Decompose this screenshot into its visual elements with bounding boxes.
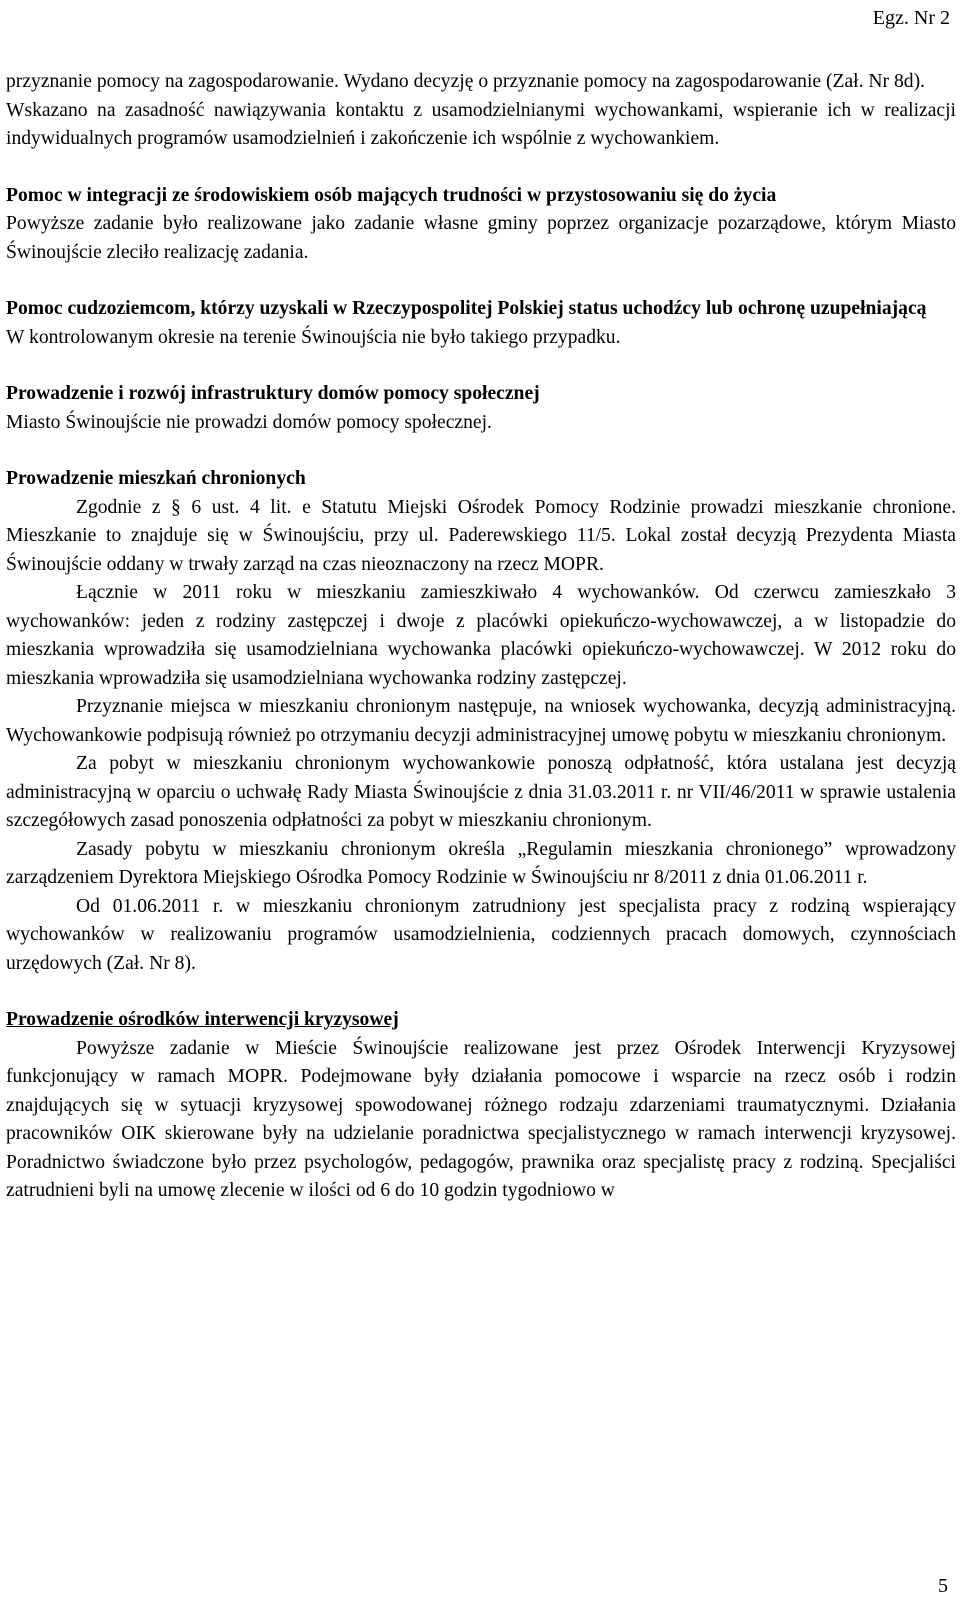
section-paragraph: Przyznanie miejsca w mieszkaniu chronionym następuje, na wniosek wychowanka, decyzją administracyjną. Wychowankowie podpisują również po otrzymaniu decyzji administracyjnej umowę pobytu w mieszkaniu chronionym.: [6, 696, 956, 746]
section-body: Powyższe zadanie w Mieście Świnoujście realizowane jest przez Ośrodek Interwencji Kryzysowej funkcjonujący w ramach MOPR. Podejmowane były działania pomocowe i wsparcie na rzecz osób i rodzin znajdujących się w sytuacji kryzysowej spowodowanej różnego rodzaju zdarzeniami traumatycznymi. Działania pracowników OIK skierowane były na udzielanie poradnictwa specjalistycznego w ramach interwencji kryzysowej. Poradnictwo świadczone było przez psychologów, pedagogów, prawnika oraz specjalistę pracy z rodziną. Specjaliści zatrudnieni byli na umowę zlecenie w ilości od 6 do 10 godzin tygodniowo w: [6, 1037, 956, 1201]
body-paragraph: przyznanie pomocy na zagospodarowanie. Wydano decyzję o przyznanie pomocy na zagospodarowanie (Zał. Nr 8d).: [6, 71, 926, 92]
page-number: 5: [938, 1575, 948, 1597]
section-paragraph: Zgodnie z § 6 ust. 4 lit. e Statutu Miejski Ośrodek Pomocy Rodzinie prowadzi mieszkanie chronione. Mieszkanie to znajduje się w Świnoujściu, przy ul. Paderewskiego 11/5. Lokal został decyzją Prezydenta Miasta Świnoujście oddany w trwały zarząd na czas nieoznaczony na rzecz MOPR.: [6, 496, 956, 575]
document-body: [6, 68, 956, 1206]
section-paragraph: Od 01.06.2011 r. w mieszkaniu chronionym zatrudniony jest specjalista pracy z rodziną wspierający wychowanków w realizowaniu programów usamodzielnienia, codziennych pracach domowych, czynnościach urzędowych (Zał. Nr 8).: [6, 895, 956, 974]
section-body: W kontrolowanym okresie na terenie Świnoujścia nie było takiego przypadku.: [6, 326, 621, 348]
section-body: Miasto Świnoujście nie prowadzi domów pomocy społecznej.: [6, 411, 492, 433]
section-heading: Prowadzenie i rozwój infrastruktury domów pomocy społecznej: [6, 383, 540, 404]
section-body: Powyższe zadanie było realizowane jako zadanie własne gminy poprzez organizacje pozarządowe, którym Miasto Świnoujście zleciło realizację zadania.: [6, 213, 956, 263]
section-paragraph: Zasady pobytu w mieszkaniu chronionym określa „Regulamin mieszkania chronionego” wprowadzony zarządzeniem Dyrektora Miejskiego Ośrodka Pomocy Rodzinie w Świnoujściu nr 8/2011 z dnia 01.06.2011 r.: [6, 838, 956, 888]
section-heading: Pomoc cudzoziemcom, którzy uzyskali w Rzeczypospolitej Polskiej status uchodźcy lub ochronę uzupełniającą: [6, 298, 927, 319]
section-heading: Prowadzenie mieszkań chronionych: [6, 468, 306, 489]
section-paragraph: Łącznie w 2011 roku w mieszkaniu zamieszkiwało 4 wychowanków. Od czerwcu zamieszkało 3 wychowanków: jeden z rodziny zastępczej i dwoje z placówki opiekuńczo-wychowawczej, a w listopadzie do mieszkania wprowadziła się usamodzielniana wychowanka placówki opiekuńczo-wychowawczej. W 2012 roku do mieszkania wprowadziła się usamodzielniana wychowanka rodziny zastępczej.: [6, 582, 956, 689]
section-paragraph: Za pobyt w mieszkaniu chronionym wychowankowie ponoszą odpłatność, która ustalana jest decyzją administracyjną w oparciu o uchwałę Rady Miasta Świnoujście z dnia 31.03.2011 r. nr VII/46/2011 w sprawie ustalenia szczegółowych zasad ponoszenia odpłatności za pobyt w mieszkaniu chronionym.: [6, 753, 956, 831]
section-heading: Prowadzenie ośrodków interwencji kryzysowej: [6, 1009, 399, 1030]
copy-number-label: Egz. Nr 2: [872, 7, 950, 29]
body-paragraph: Wskazano na zasadność nawiązywania kontaktu z usamodzielnianymi wychowankami, wspieranie ich w realizacji indywidualnych programów usamodzielnień i zakończenie ich wspólnie z wychowankiem.: [6, 99, 956, 149]
section-heading: Pomoc w integracji ze środowiskiem osób mających trudności w przystosowaniu się do życia: [6, 184, 777, 206]
